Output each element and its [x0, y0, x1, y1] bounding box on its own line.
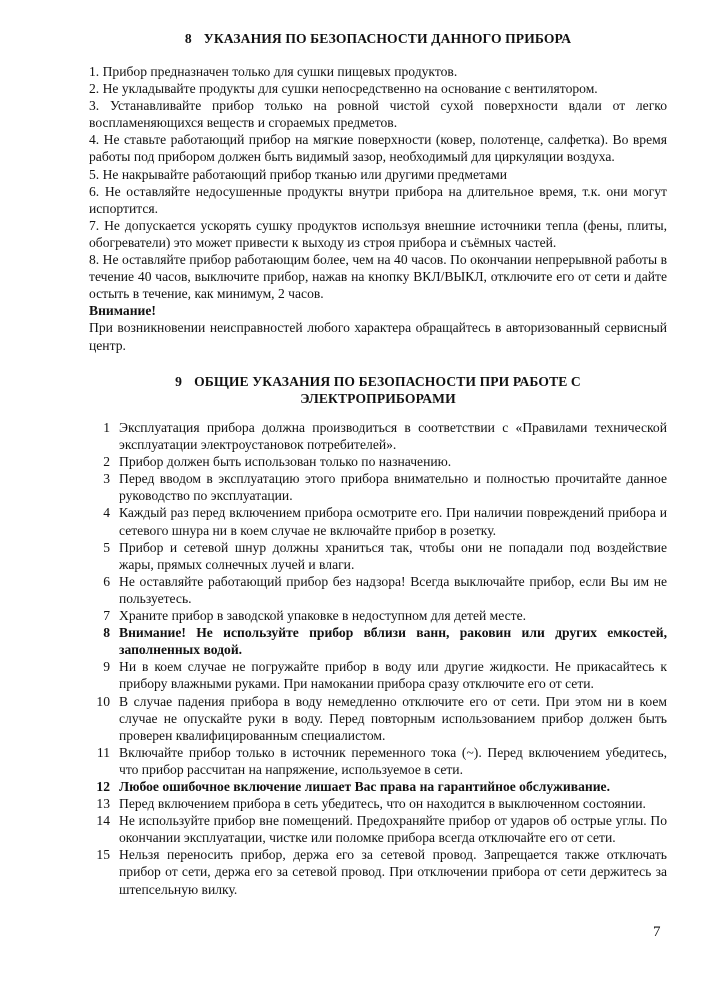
list-item-text: Перед вводом в эксплуатацию этого прибора внимательно и полностью прочитайте данное руководство по эксплуатации. [119, 471, 667, 504]
section-8-item-3: 3. Устанавливайте прибор только на ровной чистой сухой поверхности вдали от легко воспламеняющихся веществ и сгораемых предметов. [89, 98, 667, 131]
list-item [89, 658, 667, 692]
section-8-warning-text: При возникновении неисправностей любого характера обращайтесь в авторизованный сервисный центр. [89, 320, 667, 353]
list-item [89, 539, 667, 573]
list-item-number: 6 [103, 573, 110, 589]
list-item-number: 11 [96, 744, 110, 760]
list-item-warning [89, 624, 667, 658]
section-8-item-6: 6. Не оставляйте недосушенные продукты внутри прибора на длительное время, т.к. они могут испортится. [89, 183, 667, 216]
list-item-text: Не оставляйте работающий прибор без надзора! Всегда выключайте прибор, если Вы им не пользуетесь. [119, 573, 667, 606]
list-item-number: 10 [96, 693, 110, 709]
section-8-item-4: 4. Не ставьте работающий прибор на мягкие поверхности (ковер, полотенце, салфетка). Во время работы под прибором должен быть видимый зазор, необходимый для циркуляции воздуха. [89, 132, 667, 165]
list-item [89, 812, 667, 846]
list-item-number: 13 [96, 796, 110, 812]
list-item [89, 607, 667, 624]
section-8-item-2: 2. Не укладывайте продукты для сушки непосредственно на основание с вентилятором. [89, 81, 598, 97]
section-9-heading [89, 373, 667, 407]
section-8-number: 8 [184, 31, 192, 46]
list-item-number: 1 [103, 420, 110, 435]
list-item-number: 7 [103, 608, 110, 624]
list-item-text: Храните прибор в заводской упаковке в недоступном для детей месте. [119, 608, 527, 624]
list-item-text: Включайте прибор только в источник переменного тока (~). Перед включением убедитесь, что прибор рассчитан на напряжение, используемое в сети. [119, 744, 667, 777]
section-9 [89, 373, 667, 898]
list-item-number: 9 [103, 659, 110, 675]
list-item-text: В случае падения прибора в воду немедленно отключите его от сети. При этом ни в коем случае не опускайте руки в воду. Перед повторным использованием прибор должен быть проверен квалифицированным специалистом. [119, 693, 667, 743]
list-item-number: 15 [96, 847, 110, 863]
list-item [89, 573, 667, 607]
list-item [89, 795, 667, 812]
list-item-text: Внимание! Не используйте прибор вблизи ванн, раковин или других емкостей, заполненных водой. [119, 625, 667, 658]
page-number: 7 [653, 924, 661, 940]
list-item-number: 3 [103, 471, 110, 487]
list-item [89, 419, 667, 453]
list-item [89, 846, 667, 897]
section-8 [89, 30, 667, 354]
list-item-number: 5 [103, 539, 110, 555]
section-8-item-7: 7. Не допускается ускорять сушку продуктов используя внешние источники тепла (фены, плиты, обогреватели) это может привести к выходу из строя прибора и съёмных частей. [89, 217, 667, 250]
section-9-title-line2: ЭЛЕКТРОПРИБОРАМИ [300, 391, 456, 406]
section-9-list [89, 419, 667, 898]
list-item-number: 14 [96, 813, 110, 829]
section-8-warning-title: Внимание! [89, 303, 156, 319]
list-item-text: Прибор должен быть использован только по назначению. [119, 454, 452, 470]
list-item-text: Не используйте прибор вне помещений. Предохраняйте прибор от ударов об острые углы. По окончании эксплуатации, чистке или поломке прибора всегда отключайте его от сети. [119, 813, 667, 846]
list-item-text: Прибор и сетевой шнур должны храниться так, чтобы они не попадали под воздействие жары, прямых солнечных лучей и влаги. [119, 539, 667, 572]
section-8-title: УКАЗАНИЯ ПО БЕЗОПАСНОСТИ ДАННОГО ПРИБОРА [203, 31, 572, 46]
section-8-item-1: 1. Прибор предназначен только для сушки пищевых продуктов. [89, 64, 458, 79]
list-item-number: 8 [103, 625, 110, 641]
section-8-item-8: 8. Не оставляйте прибор работающим более, чем на 40 часов. По окончании непрерывной работы в течение 40 часов, выключите прибор, нажав на кнопку ВКЛ/ВЫКЛ, отключите его от сети и дайте остыть в течение, как минимум, 2 часов. [89, 252, 667, 302]
section-8-heading [89, 30, 667, 47]
list-item [89, 693, 667, 744]
section-9-title-line1: ОБЩИЕ УКАЗАНИЯ ПО БЕЗОПАСНОСТИ ПРИ РАБОТЕ С [194, 374, 581, 389]
list-item-text: Любое ошибочное включение лишает Вас права на гарантийное обслуживание. [119, 778, 610, 794]
list-item [89, 504, 667, 538]
list-item-text: Эксплуатация прибора должна производиться в соответствии с «Правилами технической эксплуатации электроустановок потребителей». [119, 420, 667, 453]
list-item [89, 453, 667, 470]
list-item-warranty [89, 778, 667, 795]
list-item-text: Перед включением прибора в сеть убедитесь, что он находится в выключенном состоянии. [119, 796, 646, 812]
list-item-number: 2 [103, 454, 110, 470]
list-item [89, 470, 667, 504]
section-9-number: 9 [175, 374, 183, 389]
list-item-text: Нельзя переносить прибор, держа его за сетевой провод. Запрещается также отключать прибор от сети, держа его за сетевой провод. При отключении прибора от сети держитесь за штепсельную вилку. [119, 847, 667, 897]
list-item-text: Ни в коем случае не погружайте прибор в воду или другие жидкости. Не прикасайтесь к прибору влажными руками. При намокании прибора сразу отключите его от сети. [119, 659, 667, 692]
list-item [89, 744, 667, 778]
list-item-text: Каждый раз перед включением прибора осмотрите его. При наличии повреждений прибора и сетевого шнура ни в коем случае не включайте прибор в розетку. [119, 505, 667, 538]
list-item-number: 4 [103, 505, 110, 521]
list-item-number: 12 [96, 778, 110, 794]
section-8-item-5: 5. Не накрывайте работающий прибор тканью или другими предметами [89, 166, 508, 182]
